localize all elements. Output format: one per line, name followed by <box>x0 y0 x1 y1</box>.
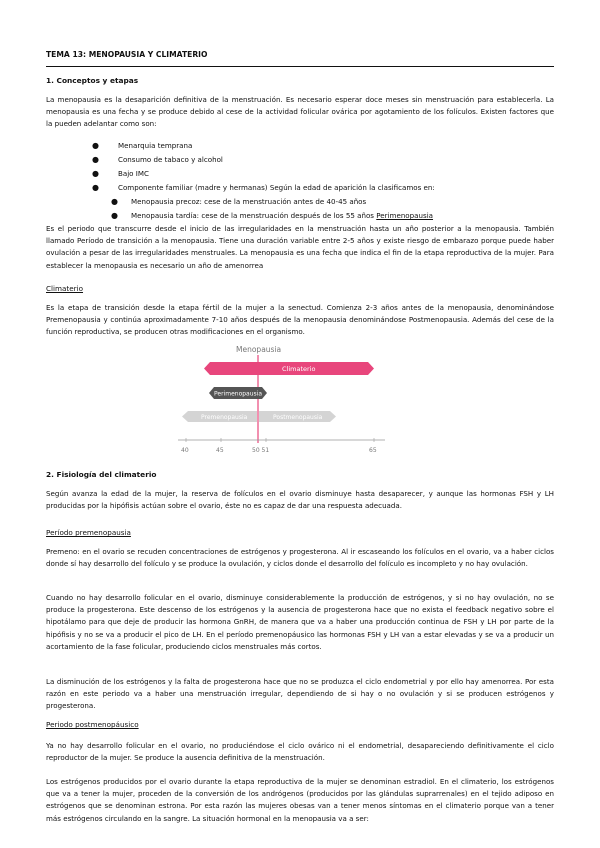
sub-bullet-dot: ● <box>111 211 118 220</box>
premenopausia-bar-label: Premenopausia <box>201 414 248 421</box>
sub-bullet-item <box>131 211 433 220</box>
postmenopausia-bar-label: Postmenopausia <box>273 414 323 421</box>
tick-label: 50 51 <box>252 447 270 454</box>
climaterio-bar-label: Climaterio <box>282 365 316 373</box>
postmenopausia-heading: Periodo postmenopáusico <box>46 720 139 729</box>
document-title: TEMA 13: MENOPAUSIA Y CLIMATERIO <box>46 50 208 59</box>
tick-label: 45 <box>216 447 224 454</box>
bullet-item: Menarquia temprana <box>118 141 193 150</box>
postmenopausia-paragraph-2: Los estrógenos producidos por el ovario durante la etapa reproductiva de la mujer se denominan estradiol. En el climaterio, los estrógenos que va a tener la mujer, proceden de la conversión de los andrógenos (producidos por las glándulas suprarrenales) en el tejido adiposo en estrógenos que se denominan estrona. Por esta razón las mujeres obesas van a tener menos síntomas en el climaterio porque van a tener más estrógenos circulando en la sangre. La situación hormonal en la menopausia va a ser: <box>46 777 554 823</box>
premenopausia-paragraph-1: Premeno: en el ovario se recuden concentraciones de estrógenos y progesterona. Al ir escaseando los folículos en el ovario, va a haber ciclos donde sí hay desarrollo del folículo y se produce la ovulación, y ciclos donde el desarrollo del folículo es incompleto y no hay ovulación. <box>46 547 554 569</box>
bullet-item: Bajo IMC <box>118 169 149 178</box>
premenopausia-heading: Período premenopausia <box>46 528 131 537</box>
tick-label: 65 <box>369 447 377 454</box>
sub-bullet-item: Menopausia precoz: cese de la menstruación antes de 40-45 años <box>131 197 367 206</box>
sub-bullet-text: Menopausia tardía: cese de la menstruación después de los 55 años <box>131 211 374 220</box>
section-1-paragraph-1: La menopausia es la desaparición definitiva de la menstruación. Es necesario esperar doce meses sin menstruación para establecerla. La menopausia es una fecha y se produce debido al cese de la actividad folicular ovárica por agotamiento de los folículos. Existen factores que la pueden adelantar como son: <box>46 95 554 129</box>
section-1-heading: 1. Conceptos y etapas <box>46 76 139 85</box>
climaterio-timeline-diagram <box>170 340 390 460</box>
menopausia-label: Menopausia <box>236 345 282 354</box>
bullet-item: Componente familiar (madre y hermanas) Según la edad de aparición la clasificamos en: <box>118 183 435 192</box>
climaterio-paragraph: Es la etapa de transición desde la etapa fértil de la mujer a la senectud. Comienza 2-3 años antes de la menopausia, denominándose Premenopausia y continúa aproximadamente 7-10 años después de la menopausia denominándose Postmenopausia. Además del cese de la función reproductiva, se producen otras modificaciones en el organismo. <box>46 303 554 337</box>
perimenopausia-heading: Perimenopausia <box>376 211 434 220</box>
premenopausia-paragraph-3: La disminución de los estrógenos y la falta de progesterona hace que no se produzca el ciclo endometrial y por ello hay amenorrea. Por esta razón en este periodo va a haber una menstruación irregular, dependiendo de si hay o no ovulación y si se producen estrógenos y progesterona. <box>46 677 554 711</box>
section-2-heading: 2. Fisiología del climaterio <box>46 470 157 479</box>
bullet-dot: ● <box>92 169 99 178</box>
title-rule <box>46 66 554 67</box>
bullet-item: Consumo de tabaco y alcohol <box>118 155 223 164</box>
bullet-dot: ● <box>92 141 99 150</box>
section-2-paragraph-1: Según avanza la edad de la mujer, la reserva de folículos en el ovario disminuye hasta desaparecer, y aunque las hormonas FSH y LH producidas por la hipófisis actúan sobre el ovario, éste no es capaz de dar una respuesta adecuada. <box>46 489 554 511</box>
sub-bullet-dot: ● <box>111 197 118 206</box>
premenopausia-paragraph-2: Cuando no hay desarrollo folicular en el ovario, disminuye considerablemente la producción de estrógenos, y si no hay ovulación, no se produce la progesterona. Este descenso de los estrógenos y la ausencia de progesterona hace que no exista el feedback negativo sobre el hipotálamo para que deje de producir las hormona GnRH, de manera que va a haber una producción continua de FSH y LH por parte de la hipófisis y no se va a producir el pico de LH. En el período premenopáusico las hormonas FSH y LH van a estar elevadas y se va a producir un acortamiento de la fase folicular, produciendo ciclos menstruales más cortos. <box>46 593 554 651</box>
postmenopausia-paragraph-1: Ya no hay desarrollo folicular en el ovario, no produciéndose el ciclo ovárico ni el endometrial, desapareciendo definitivamente el ciclo reproductor de la mujer. Se produce la ausencia definitiva de la menstruación. <box>46 741 554 763</box>
climaterio-heading: Climaterio <box>46 284 84 293</box>
perimenopausia-bar-label: Perimenopausia <box>214 390 262 398</box>
perimenopausia-paragraph: Es el periodo que transcurre desde el inicio de las irregularidades en la menstruación hasta un año posterior a la menopausia. También llamado Período de transición a la menopausia. Tiene una duración variable entre 2-5 años y existe riesgo de embarazo porque puede haber ovulación a pesar de las irregularidades menstruales. La menopausia es una fecha que indica el fin de la etapa reproductiva de la mujer. Para establecer la menopausia es necesario un año de amenorrea <box>46 224 554 270</box>
bullet-dot: ● <box>92 155 99 164</box>
bullet-dot: ● <box>92 183 99 192</box>
tick-label: 40 <box>181 447 189 454</box>
